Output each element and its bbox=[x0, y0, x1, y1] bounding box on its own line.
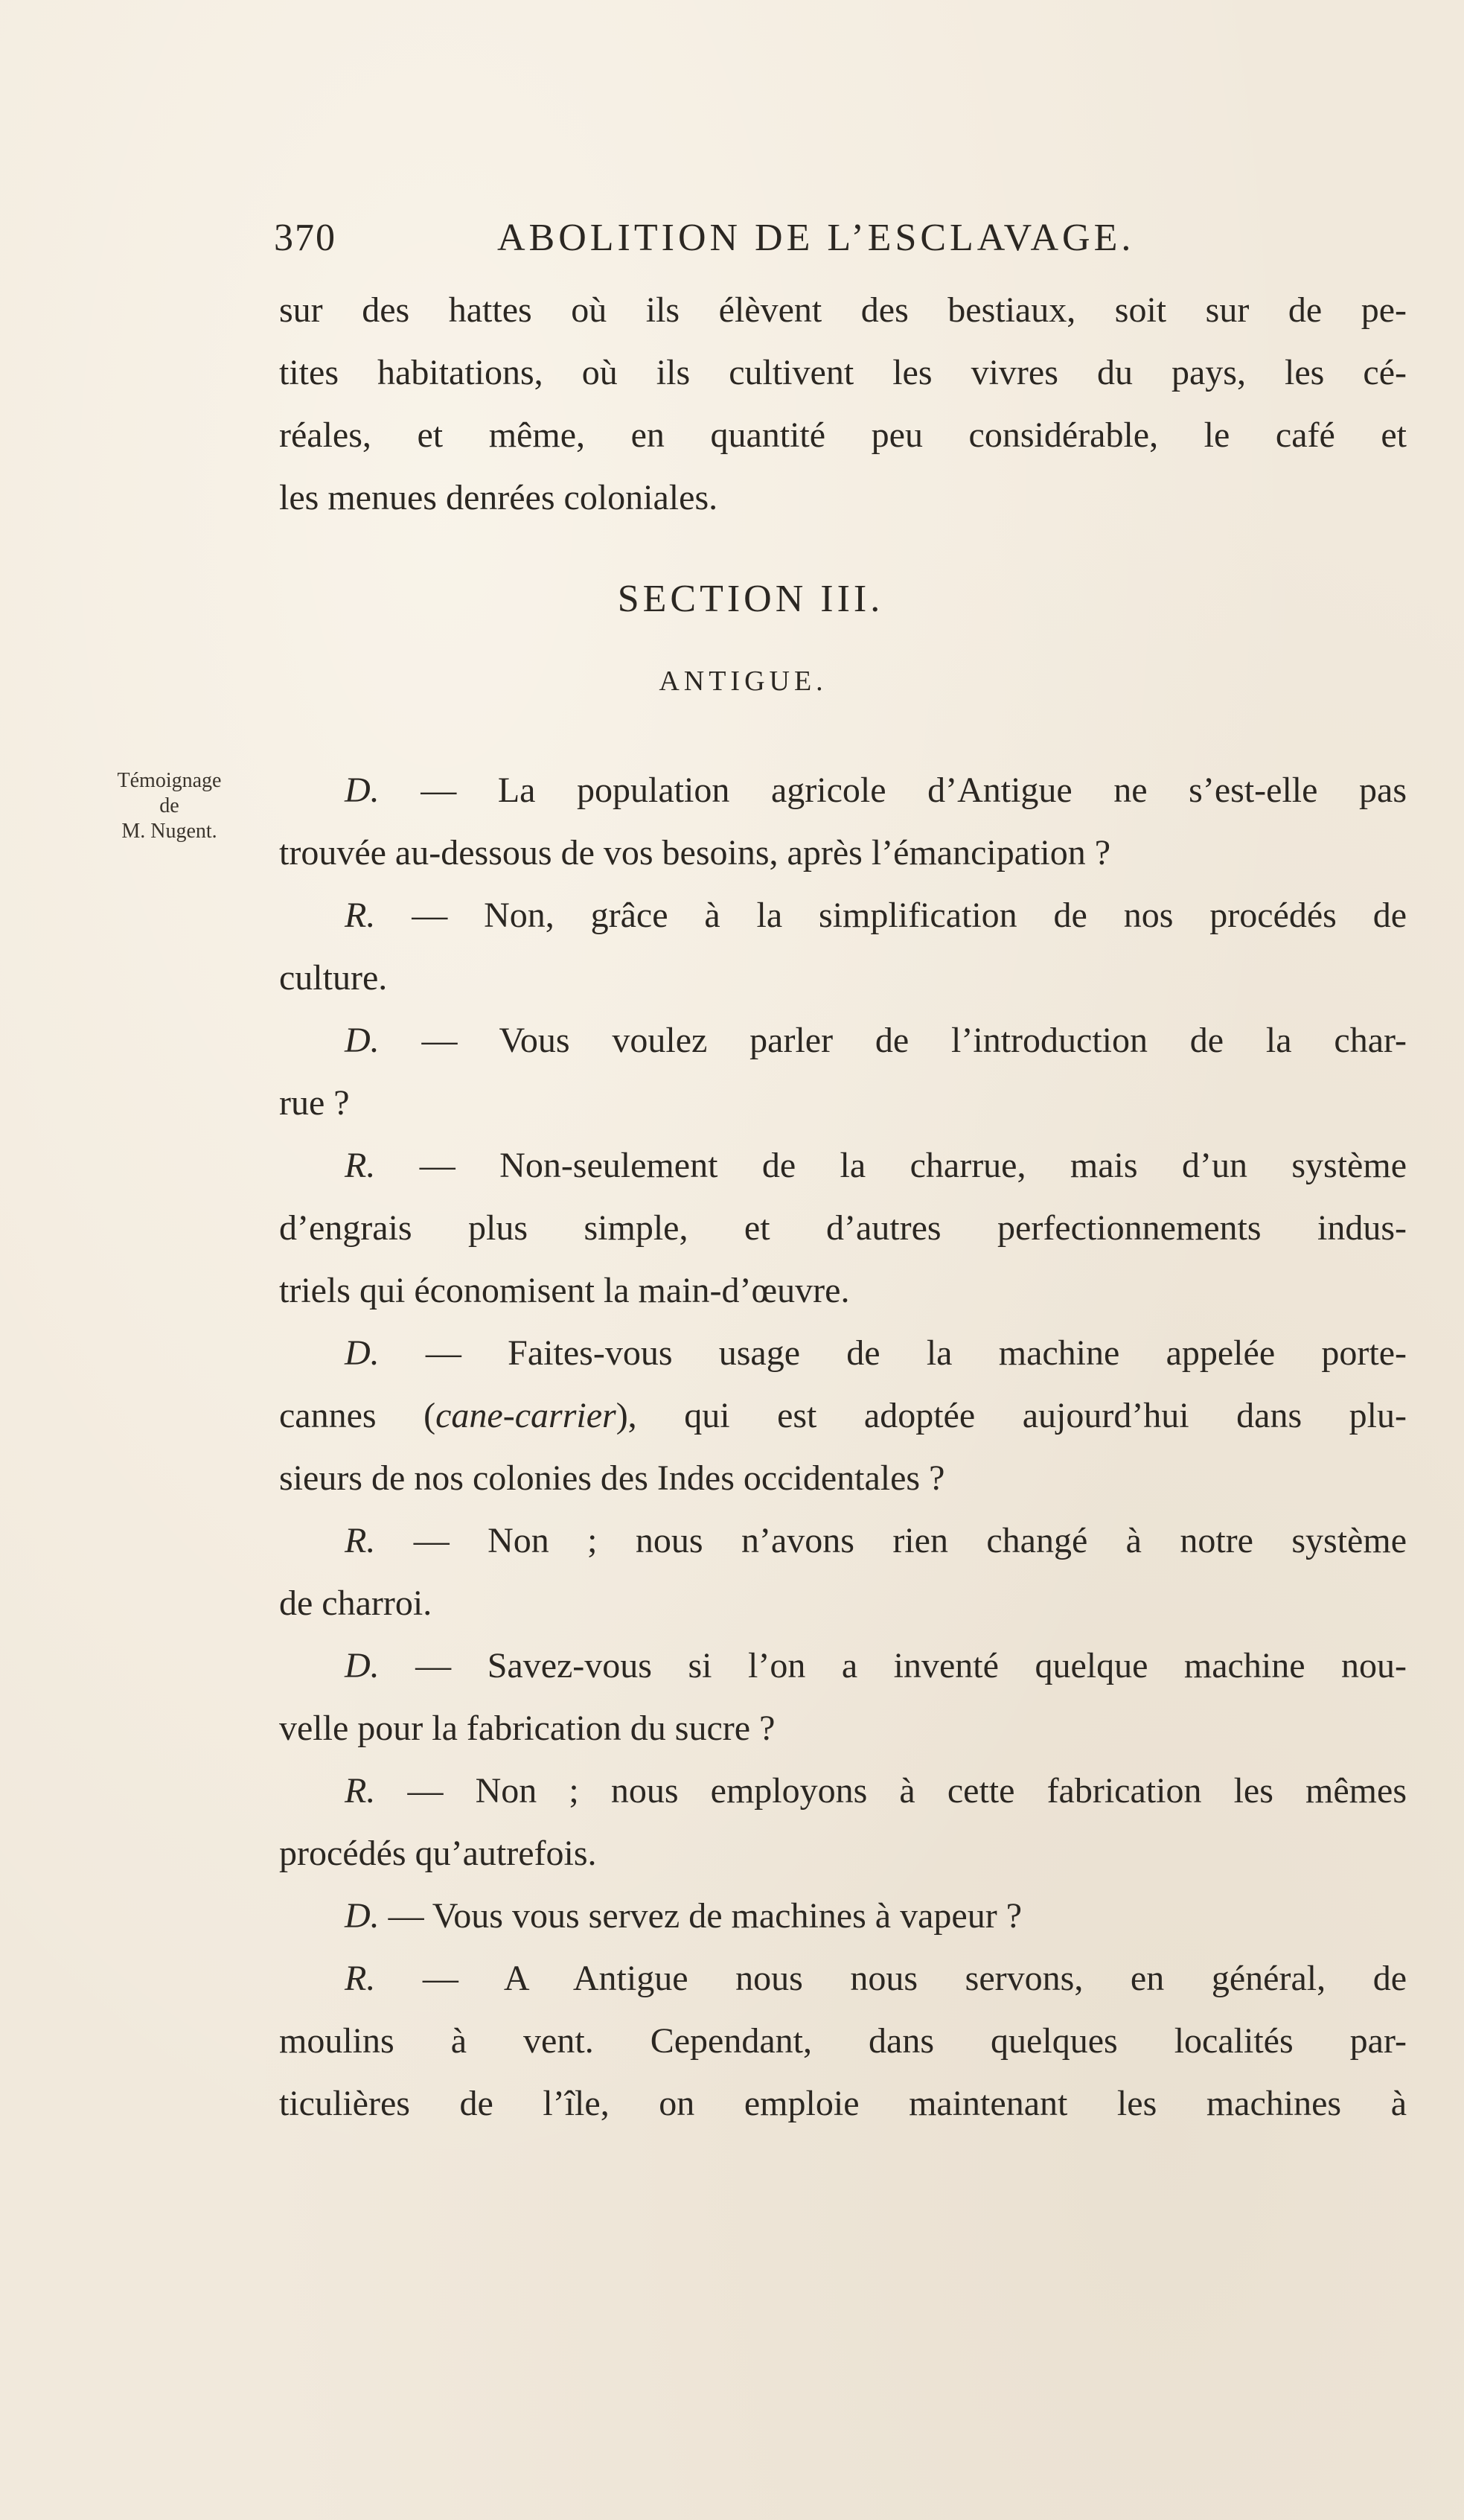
dialogue-text: — Non ; nous n’avons rien changé à notre système bbox=[375, 1521, 1407, 1560]
dialogue-text: — Non, grâce à la simplification de nos procédés de bbox=[375, 896, 1407, 935]
dialogue-line bbox=[279, 1760, 1407, 1822]
dialogue-text: sieurs de nos colonies des Indes occidentales ? bbox=[279, 1458, 945, 1498]
dialogue-text: moulins à vent. Cependant, dans quelques localités par- bbox=[279, 2021, 1407, 2061]
dialogue-line bbox=[279, 1572, 1407, 1635]
dialogue-text: trouvée au-dessous de vos besoins, après l’émancipation ? bbox=[279, 833, 1111, 873]
dialogue-text: culture. bbox=[279, 958, 388, 998]
section-subheading: ANTIGUE. bbox=[659, 666, 828, 697]
dialogue-text: velle pour la fabrication du sucre ? bbox=[279, 1709, 776, 1748]
section-heading: SECTION III. bbox=[617, 578, 884, 620]
dialogue-line bbox=[279, 1885, 1407, 1948]
dialogue-line bbox=[279, 1948, 1407, 2010]
dialogue-text: rue ? bbox=[279, 1083, 350, 1123]
text-line: les menues denrées coloniales. bbox=[279, 478, 718, 517]
intro-paragraph bbox=[279, 279, 1407, 529]
dialogue-line bbox=[279, 1385, 1407, 1447]
dialogue-line bbox=[279, 822, 1407, 884]
dialogue-line bbox=[279, 947, 1407, 1009]
text-line: tites habitations, où ils cultivent les vivres du pays, les cé- bbox=[279, 353, 1407, 392]
dialogue-line bbox=[279, 2073, 1407, 2135]
dialogue-line bbox=[279, 1260, 1407, 1322]
dialogue-text: — Faites-vous usage de la machine appelée porte- bbox=[379, 1333, 1407, 1373]
dialogue-text: cannes ( bbox=[279, 1396, 436, 1435]
dialogue-text: procédés qu’autrefois. bbox=[279, 1834, 597, 1873]
dialogue-line bbox=[279, 1510, 1407, 1572]
speaker-label: D. bbox=[345, 1896, 380, 1936]
dialogue-line bbox=[279, 1135, 1407, 1197]
dialogue-text: ticulières de l’île, on emploie maintenant les machines à bbox=[279, 2084, 1407, 2123]
dialogue-text: — Non-seulement de la charrue, mais d’un système bbox=[375, 1146, 1407, 1185]
dialogue-line bbox=[279, 1697, 1407, 1760]
speaker-label: D. bbox=[345, 1021, 380, 1060]
italic-term: cane-carrier bbox=[435, 1396, 616, 1435]
dialogue-text: triels qui économisent la main-d’œuvre. bbox=[279, 1271, 850, 1310]
dialogue-text: d’engrais plus simple, et d’autres perfectionnements indus- bbox=[279, 1208, 1407, 1248]
dialogue-line bbox=[279, 2010, 1407, 2073]
dialogue-text: ), qui est adoptée aujourd’hui dans plu- bbox=[616, 1396, 1407, 1435]
dialogue-text: — Savez-vous si l’on a inventé quelque machine nou- bbox=[379, 1646, 1407, 1685]
speaker-label: D. bbox=[345, 771, 380, 810]
margin-note-line: M. Nugent. bbox=[121, 820, 217, 843]
dialogue-text: — A Antigue nous nous servons, en général, de bbox=[375, 1959, 1407, 1998]
dialogue-line bbox=[279, 884, 1407, 947]
dialogue-text: — La population agricole d’Antigue ne s’est-elle pas bbox=[379, 771, 1407, 810]
dialogue-line bbox=[279, 1009, 1407, 1072]
dialogue-line bbox=[279, 1322, 1407, 1385]
margin-note-line: de bbox=[159, 794, 179, 817]
page-number: 370 bbox=[274, 217, 336, 259]
running-title: ABOLITION DE L’ESCLAVAGE. bbox=[497, 217, 1135, 259]
margin-note-line: Témoignage bbox=[117, 769, 222, 792]
speaker-label: R. bbox=[345, 1146, 376, 1185]
dialogue-text: — Non ; nous employons à cette fabrication les mêmes bbox=[375, 1771, 1407, 1811]
dialogue-line bbox=[279, 1072, 1407, 1135]
speaker-label: D. bbox=[345, 1333, 380, 1373]
margin-note bbox=[82, 768, 257, 844]
speaker-label: R. bbox=[345, 896, 376, 935]
speaker-label: R. bbox=[345, 1959, 376, 1998]
text-line: réales, et même, en quantité peu considérable, le café et bbox=[279, 415, 1407, 455]
dialogue-text: de charroi. bbox=[279, 1583, 432, 1623]
dialogue-block bbox=[279, 759, 1407, 2135]
speaker-label: R. bbox=[345, 1771, 376, 1811]
running-header bbox=[274, 216, 1420, 275]
speaker-label: R. bbox=[345, 1521, 376, 1560]
dialogue-line bbox=[279, 1197, 1407, 1260]
dialogue-line bbox=[279, 1447, 1407, 1510]
text-line: sur des hattes où ils élèvent des bestiaux, soit sur de pe- bbox=[279, 290, 1407, 330]
dialogue-line bbox=[279, 1822, 1407, 1885]
speaker-label: D. bbox=[345, 1646, 380, 1685]
dialogue-text: — Vous vous servez de machines à vapeur ? bbox=[379, 1896, 1022, 1936]
dialogue-line bbox=[279, 759, 1407, 822]
dialogue-line bbox=[279, 1635, 1407, 1697]
dialogue-text: — Vous voulez parler de l’introduction de la char- bbox=[379, 1021, 1407, 1060]
